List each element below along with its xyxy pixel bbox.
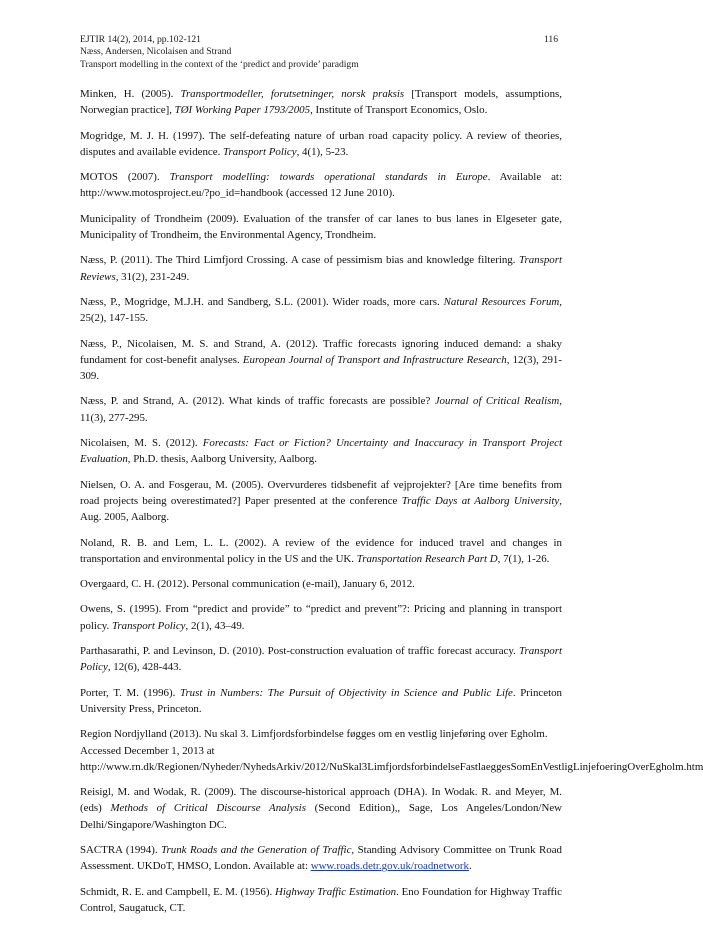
reference-italic-title: Transport Policy — [80, 645, 562, 674]
reference-italic-title: Traffic Days at Aalborg University — [401, 494, 560, 507]
reference-italic-title: Journal of Critical Realism — [434, 395, 560, 408]
reference-text: Region Nordjylland (2013). Nu skal 3. Limfjordsforbindelse føgges om en vestlig linjeføring over Egholm. Accessed December 1, 2013 at http://www.rn.dk/Regionen/Nyheder/NyhedsArkiv/2012/NuSkal3LimfjordsforbindelseFastlaeggesSomEnVestligLinjefoeringOverEgholm.htm — [80, 728, 703, 773]
reference-text: , 2(1), 43–49. — [185, 619, 245, 632]
reference-link[interactable]: www.roads.detr.gov.uk/roadnetwork — [310, 860, 469, 873]
reference-italic-title: Trunk Roads and the Generation of Traffic, — [161, 843, 355, 856]
reference-entry — [80, 685, 562, 718]
reference-text: Næss, P. and Strand, A. (2012). What kinds of traffic forecasts are possible? — [80, 395, 435, 408]
reference-italic-title: Forecasts: Fact or Fiction? Uncertainty and Inaccuracy in Transport Project Evaluation — [80, 437, 562, 466]
article-title: Transport modelling in the context of the ‘predict and provide’ paradigm — [80, 58, 359, 70]
reference-entry — [80, 86, 562, 119]
reference-text: , Aug. 2005, Aalborg. — [80, 494, 562, 524]
reference-entry — [80, 643, 562, 676]
reference-entry — [80, 435, 562, 468]
reference-text: . Available at: http://www.motosproject.eu/?po_id=handbook (accessed 12 June 2010). — [80, 171, 562, 200]
reference-text: , 12(6), 428-443. — [107, 661, 182, 674]
reference-italic-title: Transport Reviews — [80, 254, 562, 283]
reference-text: , Ph.D. thesis, Aalborg University, Aalborg. — [127, 453, 317, 466]
reference-entry — [80, 842, 562, 875]
reference-text: [Transport models, assumptions, Norwegian practice], — [80, 88, 562, 117]
reference-text: MOTOS (2007). — [80, 171, 170, 184]
reference-entry — [80, 477, 562, 526]
reference-text: Næss, P., Mogridge, M.J.H. and Sandberg, S.L. (2001). Wider roads, more cars. — [80, 295, 444, 308]
reference-entry — [80, 128, 562, 161]
reference-text: (Second Edition),, Sage, Los Angeles/London/New Delhi/Singapore/Washington DC. — [80, 802, 563, 831]
reference-italic-title: Transportation Research Part D — [356, 552, 498, 565]
reference-text: SACTRA (1994). — [80, 843, 162, 856]
reference-italic-title: Transport modelling: towards operational standards in Europe — [169, 171, 488, 184]
reference-italic-title: Highway Traffic Estimation — [274, 885, 397, 898]
reference-text: Porter, T. M. (1996). — [80, 686, 180, 699]
reference-text: , 7(1), 1-26. — [497, 552, 550, 565]
reference-text: , 25(2), 147-155. — [80, 295, 562, 325]
reference-italic-title: Natural Resources Forum — [443, 295, 560, 308]
reference-text: , 31(2), 231-249. — [115, 270, 190, 283]
reference-entry — [80, 393, 562, 426]
reference-text: Municipality of Trondheim (2009). Evaluation of the transfer of car lanes to bus lanes in Elgeseter gate, Municipality of Trondheim, the Environmental Agency, Trondheim. — [80, 212, 562, 242]
reference-entry — [80, 294, 562, 327]
reference-text: . — [468, 860, 472, 873]
reference-entry — [80, 211, 562, 244]
reference-entry — [80, 784, 562, 833]
reference-text: . Eno Foundation for Highway Traffic Control, Saugatuck, CT. — [80, 885, 562, 914]
reference-italic-title: Transportmodeller, forutsetninger, norsk praksis — [180, 88, 405, 100]
reference-text: Noland, R. B. and Lem, L. L. (2002). A review of the evidence for induced travel and changes in transportation and environmental policy in the US and the UK. — [80, 536, 562, 565]
reference-text: Nicolaisen, M. S. (2012). — [80, 437, 203, 450]
reference-italic-title: European Journal of Transport and Infrastructure Research — [242, 353, 507, 366]
reference-italic-title: Methods of Critical Discourse Analysis — [110, 802, 306, 815]
reference-text: . Princeton University Press, Princeton. — [80, 686, 562, 715]
reference-text: Minken, H. (2005). — [80, 88, 181, 100]
reference-italic-title: TØI Working Paper 1793/2005 — [174, 104, 311, 117]
reference-text: Standing Advisory Committee on Trunk Road Assessment. UKDoT, HMSO, London. Available at: — [80, 843, 562, 873]
reference-text: Næss, P. (2011). The Third Limfjord Crossing. A case of pessimism bias and knowledge filtering. — [80, 254, 520, 267]
journal-citation: EJTIR 14(2), 2014, pp.102-121 — [80, 34, 201, 45]
reference-text: Reisigl, M. and Wodak, R. (2009). The discourse-historical approach (DHA). In Wodak. R. and Meyer, M. (eds) — [80, 786, 562, 815]
reference-italic-title: Transport Policy — [223, 145, 297, 158]
reference-entry — [80, 336, 562, 385]
reference-list — [80, 86, 703, 925]
reference-entry — [80, 252, 562, 285]
reference-text: Owens, S. (1995). From “predict and provide” to “predict and prevent”?: Pricing and planning in transport policy. — [80, 603, 562, 632]
page-number: 116 — [543, 34, 558, 45]
author-line: Næss, Andersen, Nicolaisen and Strand — [80, 46, 232, 58]
reference-text: Mogridge, M. J. H. (1997). The self-defeating nature of urban road capacity policy. A review of theories, disputes and available evidence. — [80, 129, 562, 158]
reference-text: Schmidt, R. E. and Campbell, E. M. (1956). — [80, 885, 275, 898]
reference-text: Nielsen, O. A. and Fosgerau, M. (2005). Overvurderes tidsbenefit af vejprojekter? [Are time benefits from road projects being overestimated?] Paper presented at the conference — [80, 478, 562, 507]
reference-italic-title: Trust in Numbers: The Pursuit of Objectivity in Science and Public Life — [179, 686, 513, 699]
reference-text: Næss, P., Nicolaisen, M. S. and Strand, A. (2012). Traffic forecasts ignoring induced demand: a shaky fundament for cost-benefit analyses. — [80, 337, 562, 366]
reference-entry — [80, 576, 562, 592]
reference-entry — [80, 726, 703, 775]
reference-text: , Institute of Transport Economics, Oslo. — [310, 104, 488, 117]
reference-text: Parthasarathi, P. and Levinson, D. (2010). Post-construction evaluation of traffic forecast accuracy. — [80, 645, 520, 658]
reference-entry — [80, 169, 562, 202]
running-header — [80, 34, 558, 71]
reference-entry — [80, 601, 562, 634]
reference-text: Overgaard, C. H. (2012). Personal communication (e-mail), January 6, 2012. — [80, 578, 415, 591]
reference-entry — [80, 884, 562, 917]
reference-text: , 11(3), 277-295. — [80, 395, 562, 424]
reference-italic-title: Transport Policy — [111, 619, 186, 632]
reference-entry — [80, 535, 562, 568]
reference-text: , 4(1), 5-23. — [296, 145, 349, 158]
reference-text: , 12(3), 291-309. — [80, 353, 562, 383]
